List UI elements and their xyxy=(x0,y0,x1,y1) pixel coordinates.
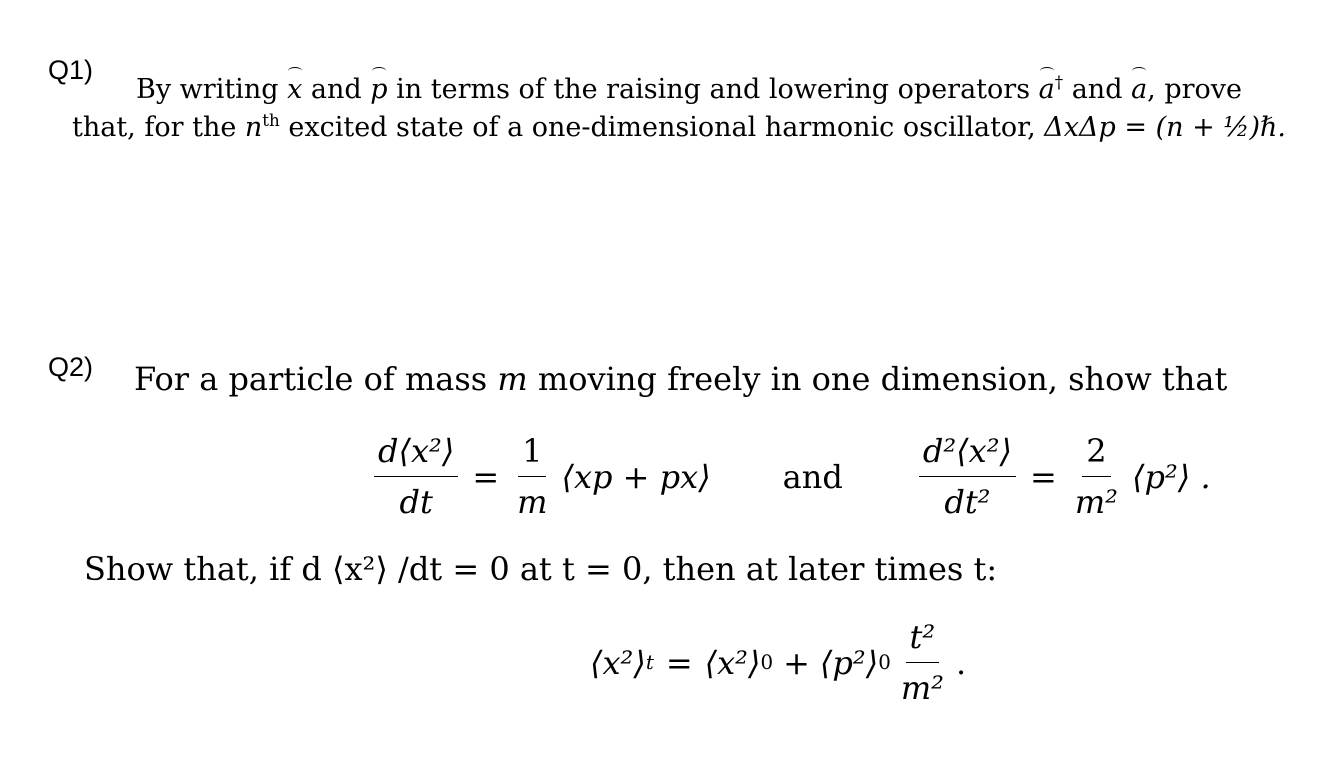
q1-text: and xyxy=(302,74,371,105)
eq2-lhs-fraction xyxy=(919,432,1016,521)
q1-text: excited state of a one-dimensional harmonic oscillator, xyxy=(279,112,1045,143)
m-variable: m xyxy=(497,360,528,398)
eq2-rhs-numerator: 2 xyxy=(1082,432,1110,477)
final-lhs-subscript: t xyxy=(645,651,654,674)
q1-text: and xyxy=(1063,74,1132,105)
final-fraction xyxy=(897,618,948,707)
equation-row xyxy=(374,432,1211,521)
final-denominator: m² xyxy=(900,669,944,707)
eq1-denominator: dt xyxy=(399,483,433,521)
equals-sign: = xyxy=(1030,457,1057,496)
eq1-lhs-fraction xyxy=(374,432,458,521)
eq1-rhs-fraction xyxy=(513,432,551,521)
q1-line-2 xyxy=(72,101,1286,147)
q2-text: moving freely in one dimension, show that xyxy=(527,360,1228,398)
q1-text: , prove xyxy=(1147,74,1243,105)
a-dagger-operator: a xyxy=(1039,71,1055,109)
eq1-numerator: d⟨x²⟩ xyxy=(374,432,458,477)
final-x-subscript: 0 xyxy=(760,651,774,674)
eq1-rhs-denominator: m xyxy=(517,483,548,521)
eq2-numerator: d²⟨x²⟩ xyxy=(919,432,1016,477)
q2-intro xyxy=(134,360,1227,398)
q1-text: in terms of the raising and lowering operators xyxy=(387,74,1039,105)
uncertainty-result: ΔxΔp = (n + ½)ℏ. xyxy=(1044,112,1286,143)
eq2-rhs-expectation: ⟨p²⟩ . xyxy=(1131,457,1211,496)
final-p-subscript: 0 xyxy=(878,651,891,674)
final-lhs: ⟨x²⟩ xyxy=(590,643,646,682)
final-p-initial: ⟨p²⟩ xyxy=(819,643,879,682)
final-equation xyxy=(590,618,966,707)
eq2-rhs-denominator: m² xyxy=(1074,483,1118,521)
eq2-denominator: dt² xyxy=(944,483,991,521)
q1-text: By writing xyxy=(136,74,288,105)
q1-text: that, for the xyxy=(72,112,245,143)
th-superscript: th xyxy=(262,110,280,130)
final-numerator: t² xyxy=(906,618,940,663)
eq1-rhs-expectation: ⟨xp + px⟩ xyxy=(561,457,711,496)
n-variable: n xyxy=(244,112,263,143)
p-operator: p xyxy=(370,71,387,109)
final-x-initial: ⟨x²⟩ xyxy=(704,643,761,682)
plus-sign: + xyxy=(783,643,810,682)
final-period: . xyxy=(955,643,967,682)
q1-label: Q1) xyxy=(48,55,94,85)
eq2-rhs-fraction xyxy=(1071,432,1122,521)
a-operator: a xyxy=(1131,71,1147,109)
q2-text: For a particle of mass xyxy=(134,360,498,398)
q2-label: Q2) xyxy=(48,352,94,382)
x-operator: x xyxy=(287,71,302,109)
equals-sign: = xyxy=(665,643,693,682)
and-word: and xyxy=(782,457,843,496)
q2-show-text: Show that, if d ⟨x²⟩ /dt = 0 at t = 0, then at later times t: xyxy=(84,550,998,588)
dagger: † xyxy=(1054,72,1064,92)
eq1-rhs-numerator: 1 xyxy=(518,432,546,477)
equals-sign: = xyxy=(472,457,500,496)
